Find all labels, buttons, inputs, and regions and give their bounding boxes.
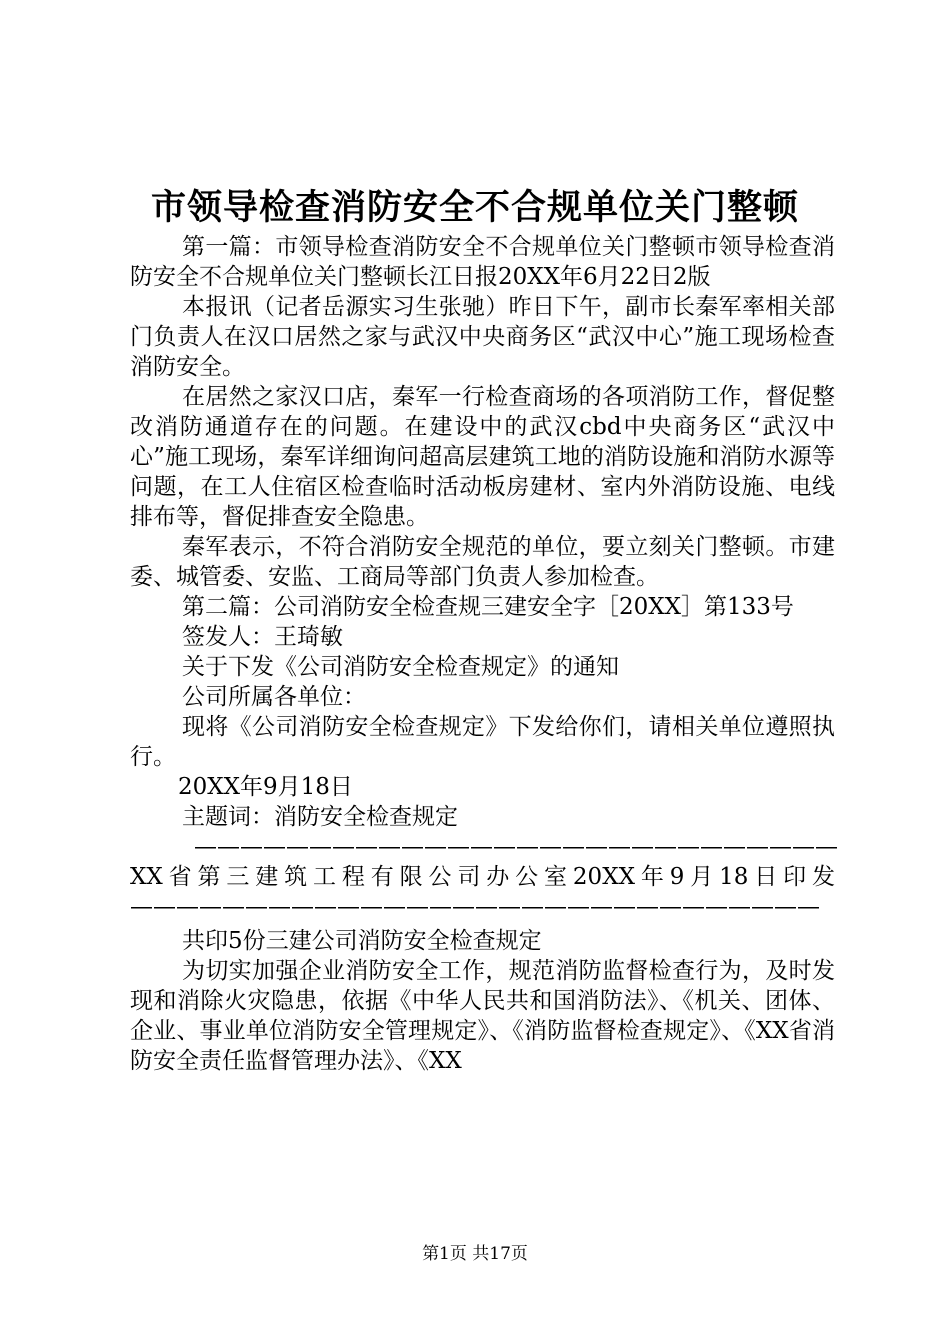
paragraph-subject-words: 主题词：消防安全检查规定 [182,804,458,830]
paragraph-part-one: 第一篇：市领导检查消防安全不合规单位关门整顿市领导检查消防安全不合规单位关门整顿长江日报20XX年6月22日2版 [130,234,835,290]
page-footer: 第1页 共17页 [422,1244,528,1264]
paragraph-issuer-line: ————————————————————————————XX省第三建筑工程有限公司办公室20XX年9月18日印发—————————————————————————————— [130,834,838,920]
paragraph-signer: 签发人：王琦敏 [182,624,343,650]
paragraph-date: 20XX年9月18日 [178,774,353,800]
paragraph-inspection: 在居然之家汉口店，秦军一行检查商场的各项消防工作，督促整改消防通道存在的问题。在建设中的武汉cbd中央商务区“武汉中心”施工现场，秦军详细询问超高层建筑工地的消防设施和消防水源等问题，在工人住宿区检查临时活动板房建材、室内外消防设施、电线排布等，督促排查安全隐患。 [130,384,835,530]
paragraph-notice-title: 关于下发《公司消防安全检查规定》的通知 [182,654,619,680]
paragraph-recipients: 公司所属各单位： [182,684,366,710]
document-title: 市领导检查消防安全不合规单位关门整顿 [150,187,799,228]
document-body [130,232,838,1076]
paragraph-statement: 秦军表示，不符合消防安全规范的单位，要立刻关门整顿。市建委、城管委、安监、工商局等部门负责人参加检查。 [130,534,835,590]
paragraph-print-count: 共印5份三建公司消防安全检查规定 [182,928,542,954]
paragraph-part-two: 第二篇：公司消防安全检查规三建安全字［20XX］第133号 [182,594,794,620]
paragraph-instruction: 现将《公司消防安全检查规定》下发给你们，请相关单位遵照执行。 [130,714,835,770]
paragraph-report: 本报讯（记者岳源实习生张驰）昨日下午，副市长秦军率相关部门负责人在汉口居然之家与武汉中央商务区“武汉中心”施工现场检查消防安全。 [130,294,835,380]
paragraph-regulation-intro: 为切实加强企业消防安全工作，规范消防监督检查行为，及时发现和消除火灾隐患，依据《中华人民共和国消防法》、《机关、团体、企业、事业单位消防安全管理规定》、《消防监督检查规定》、《XX省消防安全责任监督管理办法》、《XX [130,958,835,1074]
